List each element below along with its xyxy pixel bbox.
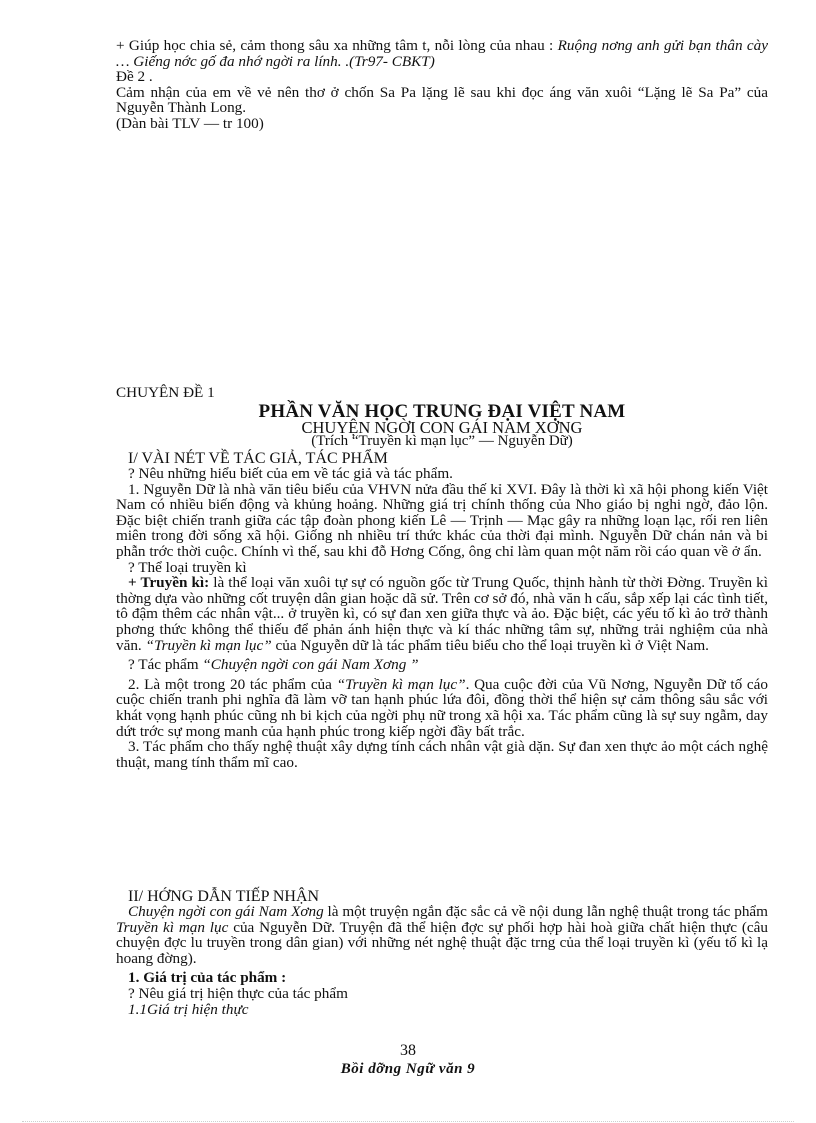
de-2-label: Đề 2 . <box>116 68 153 86</box>
intro-2-text: là một truyện ngắn đặc sắc cả về nội dung lẫn nghệ thuật trong tác phẩm <box>323 903 768 920</box>
intro-text: + Giúp học chia sẻ, cảm thong sâu xa những tâm t, nỗi lòng của nhau : <box>116 37 558 54</box>
section-1-heading: I/ VÀI NÉT VỀ TÁC GIẢ, TÁC PHẨM <box>128 450 388 467</box>
story-name-italic: Chuyện ngời con gái Nam Xơng <box>128 903 324 920</box>
subheading-reality <box>116 1002 768 1018</box>
genre-text-end: của Nguyễn dữ là tác phẩm tiêu biểu cho thể loại truyền kì ở Việt Nam. <box>271 636 709 654</box>
paragraph-art: 3. Tác phẩm cho thấy nghệ thuật xây dựng tính cách nhân vật già dặn. Sự đan xen thực ảo một cách nghệ thuật, mang tính thẩm mĩ cao. <box>116 738 768 771</box>
question-2: ? Thể loại truyền kì <box>128 558 247 576</box>
paragraph-work <box>116 677 768 739</box>
page-number: 38 <box>400 1042 416 1059</box>
paragraph-author: 1. Nguyễn Dữ là nhà văn tiêu biểu của VHVN nửa đầu thế kỉ XVI. Đây là thời kì xã hội phong kiến Việt Nam có nhiều biến động và khủng hoảng. Những giá trị chính thống của Nho giáo bị nghi ngờ, đảo lộn. Đặc biệt chiến tranh giữa các tập đoàn phong kiến Lê — Trịnh — Mạc gây ra những loạn lạc, rối ren liên miên trong đời sống xã hội. Giống nh nhiều trí thức khác của thời đại mình. Nguyễn Dữ chán nản và bi phẫn trớc thời cuộc. Chính vì thế, sau khi đỗ Hơng Cống, ông chỉ làm quan một năm rồi cáo quan về ở ẩn. <box>116 480 768 560</box>
intro-quote: Ruộng nơng anh gửi bạn thân cày … Giếng nớc gố đa nhớ ngời ra lính. .(Tr97- CBKT) <box>116 37 768 70</box>
question-1: ? Nêu những hiểu biết của em về tác giả và tác phẩm. <box>128 465 453 482</box>
genre-work-title: “Truyền kì mạn lục” <box>145 636 272 654</box>
work-text: . Qua cuộc đời của Vũ Nơng, Nguyễn Dữ tố cáo cuộc chiến tranh phi nghĩa đã làm vỡ tan hạnh phúc lứa đôi, đồng thời thể hiện sự cảm thông sâu sắc với khát vọng hạnh phúc cũng nh bi kịch của ngời phụ nữ trong xã hội xa. Tác phẩm cũng là sự suy ngẫm, day dứt trớc sự mong manh của hạnh phúc trong kiếp ngời đầy bất trắc. <box>116 675 768 740</box>
collection-name-italic: Truyền kì mạn lục <box>116 918 229 936</box>
section-1 <box>116 451 768 770</box>
de-2-prompt: Cảm nhận của em về vẻ nên thơ ở chốn Sa Pa lặng lẽ sau khi đọc áng văn xuôi “Lặng lẽ Sa Pa” của Nguyễn Thành Long. <box>116 83 768 117</box>
question-value: ? Nêu giá trị hiện thực của tác phẩm <box>128 984 348 1002</box>
genre-term: + Truyền kì: <box>128 574 210 592</box>
question-3-text: ? Tác phẩm <box>128 656 203 674</box>
section-2-heading: II/ HỚNG DẪN TIẾP NHẬN <box>128 888 320 905</box>
section-2 <box>116 889 768 1017</box>
section-title: PHẦN VĂN HỌC TRUNG ĐẠI VIỆT NAM <box>258 401 626 422</box>
question-3 <box>116 657 768 673</box>
page-bottom-divider <box>22 1121 794 1122</box>
page-footer: Bồi dỡng Ngữ văn 9 <box>340 1061 476 1077</box>
intro-2-text-end: của Nguyễn Dữ. Truyện đã thể hiện đợc sự phối hợp hài hoà giữa chất hiện thực (câu chuyện đợc lu truyền trong dân gian) với những nét nghệ thuật đặc trng của thể loại truyền kì (yếu tố kì lạ hoang đờng). <box>116 918 769 967</box>
paragraph-genre <box>116 575 768 653</box>
subheading-reality-text: 1.1Giá trị hiện thực <box>128 1000 249 1018</box>
story-title: CHUYỆN NGỜI CON GÁI NAM XƠNG <box>301 418 583 437</box>
story-source: (Trích “Truyền kì mạn lục” — Nguyễn Dữ) <box>311 433 573 449</box>
top-block <box>116 38 768 132</box>
subheading-value: 1. Giá trị của tác phẩm : <box>128 969 287 987</box>
intro-line <box>116 38 768 69</box>
question-3-title: “Chuyện ngời con gái Nam Xơng ” <box>202 656 419 674</box>
paragraph-intro-2 <box>116 904 768 966</box>
chuyen-de-text: CHUYÊN ĐỀ 1 <box>116 384 215 401</box>
de-2-reference: (Dàn bài TLV — tr 100) <box>116 114 264 132</box>
chuyen-de-label <box>116 385 768 401</box>
genre-text: là thể loại văn xuôi tự sự có nguồn gốc từ Trung Quốc, thịnh hành từ thời Đờng. Truyền kì thờng dựa vào những cốt truyện dân gian hoặc dã sử. Trên cơ sở đó, nhà văn h cấu, sắp xếp lại các tình tiết, tô đậm thêm các nhân vật... ở truyền kì, có sự đan xen giữa thực và ảo. Đặc biệt, các yếu tố kì ảo trở thành phơng thức không thể thiếu để phản ánh hiện thực và kí thác những tâm sự, những trải nghiệm của nhà văn. <box>116 574 768 654</box>
work-collection-title: “Truyền kì mạn lục” <box>336 675 466 693</box>
work-text-start: 2. Là một trong 20 tác phẩm của <box>128 675 337 693</box>
